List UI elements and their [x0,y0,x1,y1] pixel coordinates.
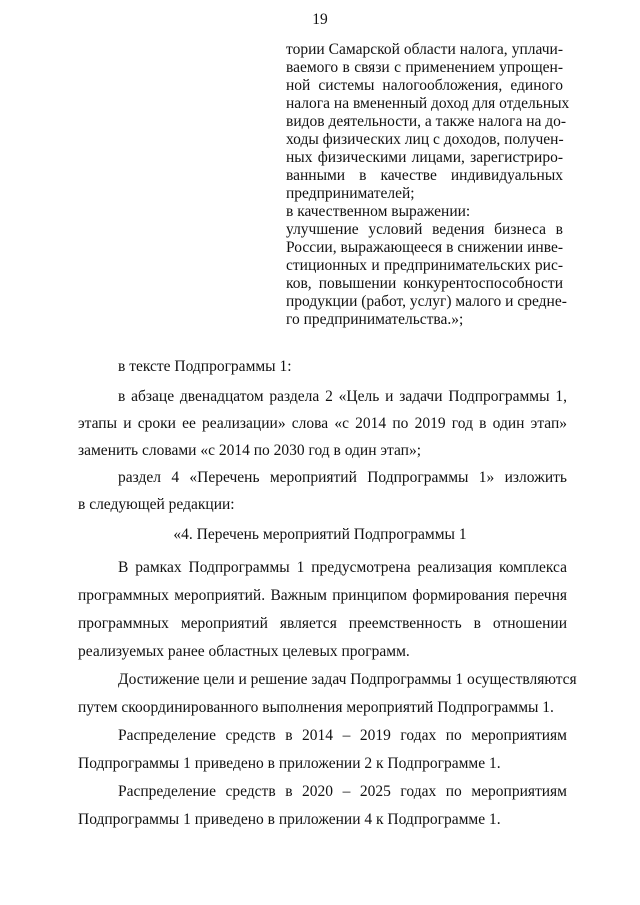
paragraph-line: этапы и сроки ее реализации» слова «с 2014 по 2019 год в один этап» [78,415,567,432]
paragraph-line: Подпрограммы 1 приведено в приложении 4 к Подпрограмме 1. [78,811,501,828]
cell-line: ков, повышении конкурентоспособности [286,275,563,292]
paragraph-line: В рамках Подпрограммы 1 предусмотрена реализация комплекса [118,559,567,576]
cell-line: России, выражающееся в снижении инве- [286,239,563,256]
paragraph-line: программных мероприятий является преемственность в отношении [78,615,567,632]
paragraph-line: Распределение средств в 2014 – 2019 годах по мероприятиям [118,727,567,744]
cell-line: продукции (работ, услуг) малого и средне- [286,293,567,310]
paragraph-line: Достижение цели и решение задач Подпрограммы 1 осуществляются [118,671,577,688]
cell-line: тории Самарской области налога, уплачи- [286,41,563,58]
paragraph-line: заменить словами «с 2014 по 2030 год в один этап»; [78,442,422,459]
page-number: 19 [312,11,328,28]
cell-line: ной системы налогообложения, единого [286,77,563,94]
cell-line: налога на вмененный доход для отдельных [286,95,570,112]
paragraph-line: в следующей редакции: [78,496,235,513]
cell-line: ных физическими лицами, зарегистриро- [286,149,563,166]
section-heading: «4. Перечень мероприятий Подпрограммы 1 [173,526,467,543]
table-cell-text [286,41,570,329]
cell-line: ваемого в связи с применением упрощен- [286,59,563,76]
paragraph-line: Подпрограммы 1 приведено в приложении 2 к Подпрограмме 1. [78,755,501,772]
cell-line: ходы физических лиц с доходов, получен- [286,131,564,148]
paragraph-line: путем скоординированного выполнения мероприятий Подпрограммы 1. [78,699,554,716]
paragraph-line: раздел 4 «Перечень мероприятий Подпрограммы 1» изложить [118,469,567,486]
intro-line: в тексте Подпрограммы 1: [118,358,292,375]
paragraph-line: в абзаце двенадцатом раздела 2 «Цель и задачи Подпрограммы 1, [118,388,567,405]
paragraph-line: Распределение средств в 2020 – 2025 годах по мероприятиям [118,783,567,800]
cell-line: предпринимателей; [286,185,415,202]
cell-line: ванными в качестве индивидуальных [286,167,563,184]
cell-line: видов деятельности, а также налога на до- [286,113,567,130]
cell-line: в качественном выражении: [286,203,471,220]
paragraph-line: реализуемых ранее областных целевых программ. [78,643,410,660]
paragraph-line: программных мероприятий. Важным принципом формирования перечня [78,587,567,604]
cell-line: стиционных и предпринимательских рис- [286,257,563,274]
cell-line: го предпринимательства.»; [286,311,464,328]
cell-line: улучшение условий ведения бизнеса в [286,221,563,238]
